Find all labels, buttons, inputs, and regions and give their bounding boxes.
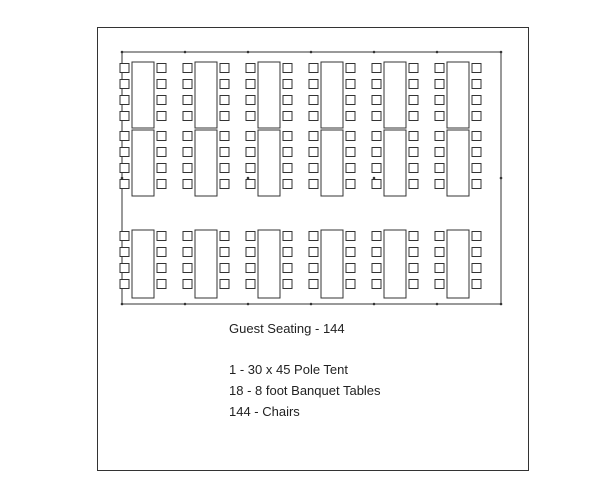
chair [435, 280, 444, 289]
chair [435, 232, 444, 241]
chair [372, 164, 381, 173]
chair [409, 264, 418, 273]
chair [120, 148, 129, 157]
chairs-item: 144 - Chairs [229, 404, 300, 419]
chair [183, 148, 192, 157]
chair [157, 232, 166, 241]
banquet-table [132, 62, 154, 128]
chair [157, 64, 166, 73]
chair [157, 280, 166, 289]
chair [283, 96, 292, 105]
chair [283, 64, 292, 73]
chair [220, 180, 229, 189]
chair [120, 164, 129, 173]
chair [157, 96, 166, 105]
chair [409, 232, 418, 241]
chair [372, 148, 381, 157]
chair [309, 248, 318, 257]
chair [435, 112, 444, 121]
chair [346, 264, 355, 273]
chair [183, 280, 192, 289]
chair [372, 248, 381, 257]
chair [183, 64, 192, 73]
tent-pole [247, 303, 250, 306]
chair [309, 264, 318, 273]
tent-item: 1 - 30 x 45 Pole Tent [229, 362, 349, 377]
banquet-table [321, 62, 343, 128]
chair [120, 248, 129, 257]
chair [472, 180, 481, 189]
chair [346, 280, 355, 289]
banquet-table [447, 62, 469, 128]
chair [346, 80, 355, 89]
chair [409, 112, 418, 121]
banquet-table [132, 130, 154, 196]
chair [157, 164, 166, 173]
chair [220, 264, 229, 273]
banquet-table [447, 130, 469, 196]
chair [472, 64, 481, 73]
chair [346, 96, 355, 105]
chair [309, 132, 318, 141]
chair [472, 132, 481, 141]
chair [120, 96, 129, 105]
tent-pole [500, 303, 503, 306]
tent-pole [500, 51, 503, 54]
chair [372, 96, 381, 105]
banquet-table [258, 62, 280, 128]
chair [120, 280, 129, 289]
chair [246, 180, 255, 189]
chair [157, 180, 166, 189]
chair [283, 280, 292, 289]
chair [372, 80, 381, 89]
chair [157, 112, 166, 121]
chair [220, 80, 229, 89]
chair [472, 80, 481, 89]
chair [120, 180, 129, 189]
chair [183, 112, 192, 121]
chair [283, 248, 292, 257]
chair [346, 132, 355, 141]
chair [157, 264, 166, 273]
chair [246, 80, 255, 89]
chair [346, 232, 355, 241]
chair [435, 264, 444, 273]
banquet-table [321, 130, 343, 196]
chair [283, 80, 292, 89]
chair [472, 112, 481, 121]
chair [372, 280, 381, 289]
banquet-table [132, 230, 154, 298]
chair [183, 80, 192, 89]
chair [283, 148, 292, 157]
chair [246, 64, 255, 73]
chair [220, 132, 229, 141]
chair [472, 148, 481, 157]
chair [120, 132, 129, 141]
tent-pole [310, 303, 313, 306]
tent-pole [310, 51, 313, 54]
chair [246, 280, 255, 289]
tent-pole [184, 303, 187, 306]
chair [372, 132, 381, 141]
chair [309, 112, 318, 121]
guest-seating-title: Guest Seating - 144 [229, 321, 345, 336]
chair [435, 64, 444, 73]
banquet-table [384, 62, 406, 128]
chair [435, 248, 444, 257]
banquet-table [258, 230, 280, 298]
chair [309, 164, 318, 173]
chair [246, 232, 255, 241]
chair [409, 96, 418, 105]
chair [157, 248, 166, 257]
tent-pole [436, 51, 439, 54]
chair [246, 164, 255, 173]
chair [372, 232, 381, 241]
chair [409, 180, 418, 189]
banquet-table [447, 230, 469, 298]
tables-item: 18 - 8 foot Banquet Tables [229, 383, 381, 398]
chair [346, 248, 355, 257]
chair [283, 264, 292, 273]
tent-pole [500, 177, 503, 180]
chair [309, 280, 318, 289]
chair [120, 232, 129, 241]
chair [309, 232, 318, 241]
chair [120, 80, 129, 89]
chair [472, 280, 481, 289]
chair [346, 64, 355, 73]
chair [472, 264, 481, 273]
chair [409, 132, 418, 141]
chair [283, 132, 292, 141]
tent-pole [373, 177, 376, 180]
chair [120, 112, 129, 121]
chair [409, 280, 418, 289]
chair [472, 164, 481, 173]
chair [220, 64, 229, 73]
chair [120, 64, 129, 73]
chair [472, 96, 481, 105]
tent-pole [373, 303, 376, 306]
tent-pole [121, 51, 124, 54]
chair [157, 80, 166, 89]
chair [309, 64, 318, 73]
chair [246, 248, 255, 257]
chair [309, 80, 318, 89]
tent-pole [247, 51, 250, 54]
chair [220, 148, 229, 157]
tent-pole [121, 177, 124, 180]
chair [372, 112, 381, 121]
chair [246, 96, 255, 105]
banquet-table [195, 230, 217, 298]
chair [283, 180, 292, 189]
banquet-table [195, 62, 217, 128]
chair [435, 148, 444, 157]
chair [220, 280, 229, 289]
chair [183, 180, 192, 189]
chair [220, 96, 229, 105]
banquet-table [384, 230, 406, 298]
chair [157, 132, 166, 141]
chair [246, 148, 255, 157]
chair [246, 264, 255, 273]
chair [346, 180, 355, 189]
chair [409, 164, 418, 173]
chair [283, 164, 292, 173]
chair [346, 112, 355, 121]
chair [283, 232, 292, 241]
chair [435, 132, 444, 141]
tent-pole [373, 51, 376, 54]
chair [435, 96, 444, 105]
chair [435, 164, 444, 173]
chair [409, 248, 418, 257]
chair [309, 180, 318, 189]
chair [409, 80, 418, 89]
chair [183, 248, 192, 257]
chair [283, 112, 292, 121]
chair [220, 112, 229, 121]
banquet-table [384, 130, 406, 196]
banquet-table [195, 130, 217, 196]
tent-pole [121, 303, 124, 306]
chair [183, 232, 192, 241]
tent-pole [247, 177, 250, 180]
chair [372, 180, 381, 189]
chair [372, 264, 381, 273]
banquet-table [321, 230, 343, 298]
chair [309, 96, 318, 105]
banquet-table [258, 130, 280, 196]
tent-pole [184, 51, 187, 54]
chair [409, 148, 418, 157]
chair [435, 180, 444, 189]
chair [220, 248, 229, 257]
chair [246, 132, 255, 141]
chair [309, 148, 318, 157]
chair [372, 64, 381, 73]
chair [183, 264, 192, 273]
chair [472, 248, 481, 257]
chair [183, 132, 192, 141]
tent-pole [436, 303, 439, 306]
chair [346, 164, 355, 173]
chair [157, 148, 166, 157]
chair [220, 232, 229, 241]
chair [220, 164, 229, 173]
chair [346, 148, 355, 157]
chair [120, 264, 129, 273]
chair [183, 96, 192, 105]
chair [183, 164, 192, 173]
chair [409, 64, 418, 73]
chairs-group [120, 64, 481, 289]
chair [435, 80, 444, 89]
chair [246, 112, 255, 121]
chair [472, 232, 481, 241]
